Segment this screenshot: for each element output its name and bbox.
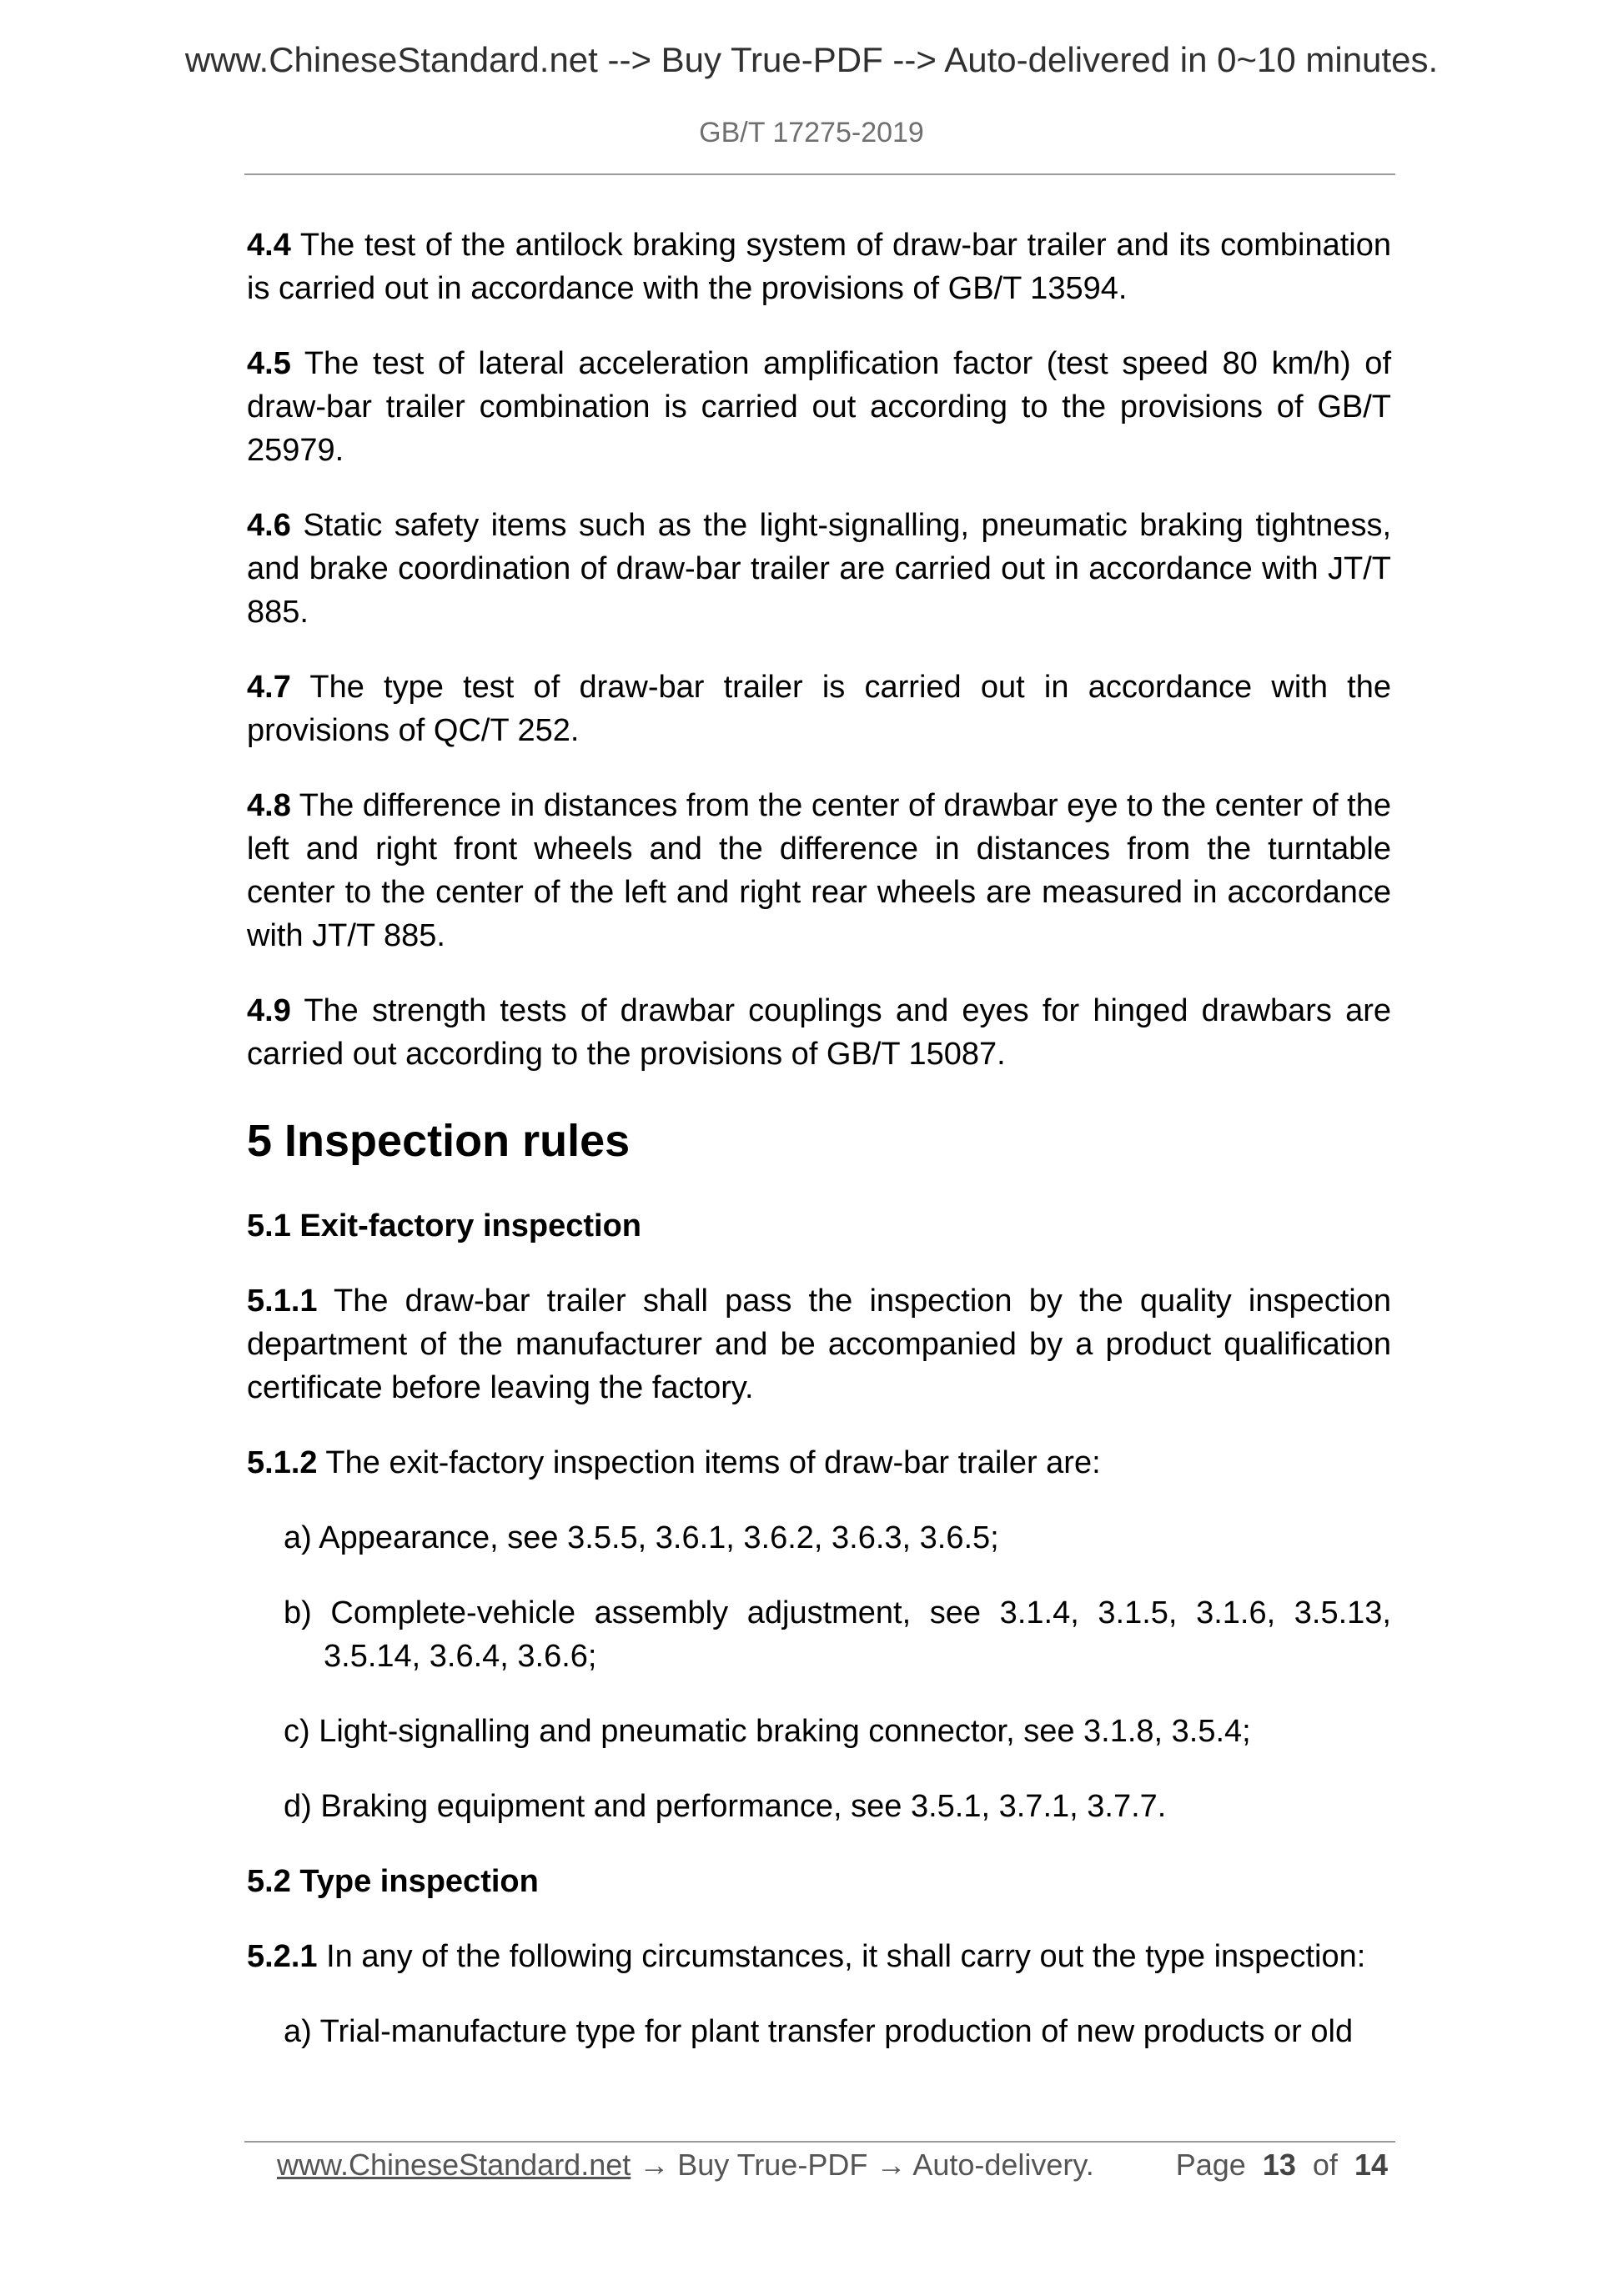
clause-number: 4.4 <box>247 228 291 263</box>
document-body <box>247 224 1391 2085</box>
page-number: 13 <box>1262 2148 1296 2182</box>
list-item: a) Appearance, see 3.5.5, 3.6.1, 3.6.2, 3.6.3, 3.6.5; <box>284 1520 999 1555</box>
section-heading-5: 5 Inspection rules <box>247 1116 631 1166</box>
header-divider <box>244 173 1395 175</box>
list-item: d) Braking equipment and performance, see 3.5.1, 3.7.1, 3.7.7. <box>284 1789 1167 1824</box>
clause-5-1-2 <box>247 1441 1391 1485</box>
page-total: 14 <box>1354 2148 1388 2182</box>
clause-5-1-1 <box>247 1279 1391 1409</box>
clause-text: The difference in distances from the center of drawbar eye to the center of the left and right front wheels and the difference in distances from the turntable center to the center of the left and right rear wheels are measured in accordance with JT/T 885. <box>247 788 1392 953</box>
clause-number: 5.1.2 <box>247 1445 318 1480</box>
footer-site-link[interactable]: www.ChineseStandard.net <box>277 2148 631 2182</box>
clause-4-7 <box>247 666 1391 752</box>
subsection-heading-5-1: 5.1 Exit-factory inspection <box>247 1208 642 1243</box>
clause-text: The test of the antilock braking system of draw-bar trailer and its combination is carried out in accordance with the provisions of GB/T 13594. <box>247 228 1391 306</box>
clause-text: The strength tests of drawbar couplings and eyes for hinged drawbars are carried out according to the provisions of GB/T 15087. <box>247 993 1391 1072</box>
subsection-heading-5-2: 5.2 Type inspection <box>247 1864 539 1899</box>
clause-number: 4.9 <box>247 993 291 1028</box>
clause-4-5 <box>247 342 1391 472</box>
clause-number: 4.5 <box>247 346 291 381</box>
standard-code: GB/T 17275-2019 <box>699 117 924 148</box>
clause-4-8 <box>247 784 1391 957</box>
footer-promo <box>277 2143 1094 2187</box>
clause-4-4 <box>247 224 1391 310</box>
list-item: b) Complete-vehicle assembly adjustment, see 3.1.4, 3.1.5, 3.1.6, 3.5.13, 3.5.14, 3.6.4, 3.6.6; <box>284 1595 1391 1674</box>
clause-4-6 <box>247 504 1391 634</box>
page-indicator <box>1176 2143 1388 2187</box>
clause-number: 4.6 <box>247 508 291 543</box>
clause-5-2-1 <box>247 1935 1391 1978</box>
top-banner: www.ChineseStandard.net --> Buy True-PDF --> Auto-delivered in 0~10 minutes. <box>184 40 1439 79</box>
clause-text: The draw-bar trailer shall pass the inspection by the quality inspection department of the manufacturer and be accompanied by a product qualification certificate before leaving the factory. <box>247 1284 1391 1405</box>
footer-tagline: → Buy True-PDF → Auto-delivery. <box>631 2148 1094 2182</box>
clause-text: The test of lateral acceleration amplification factor (test speed 80 km/h) of draw-bar trailer combination is carried out according to the provisions of GB/T 25979. <box>247 346 1391 468</box>
clause-text: The exit-factory inspection items of draw-bar trailer are: <box>325 1445 1101 1480</box>
of-label: of <box>1312 2148 1338 2182</box>
clause-number: 4.8 <box>247 788 291 823</box>
clause-text: Static safety items such as the light-signalling, pneumatic braking tightness, and brake coordination of draw-bar trailer are carried out in accordance with JT/T 885. <box>247 508 1392 630</box>
page-label: Page <box>1175 2148 1246 2182</box>
list-item: a) Trial-manufacture type for plant transfer production of new products or old <box>284 2014 1354 2049</box>
clause-number: 5.1.1 <box>247 1284 318 1319</box>
clause-text: In any of the following circumstances, it shall carry out the type inspection: <box>326 1939 1366 1974</box>
clause-text: The type test of draw-bar trailer is carried out in accordance with the provisions of QC/T 252. <box>247 670 1391 748</box>
clause-number: 4.7 <box>247 670 291 705</box>
clause-4-9 <box>247 989 1391 1076</box>
clause-number: 5.2.1 <box>247 1939 318 1974</box>
list-item: c) Light-signalling and pneumatic braking connector, see 3.1.8, 3.5.4; <box>284 1714 1251 1749</box>
footer-divider <box>244 2141 1395 2143</box>
